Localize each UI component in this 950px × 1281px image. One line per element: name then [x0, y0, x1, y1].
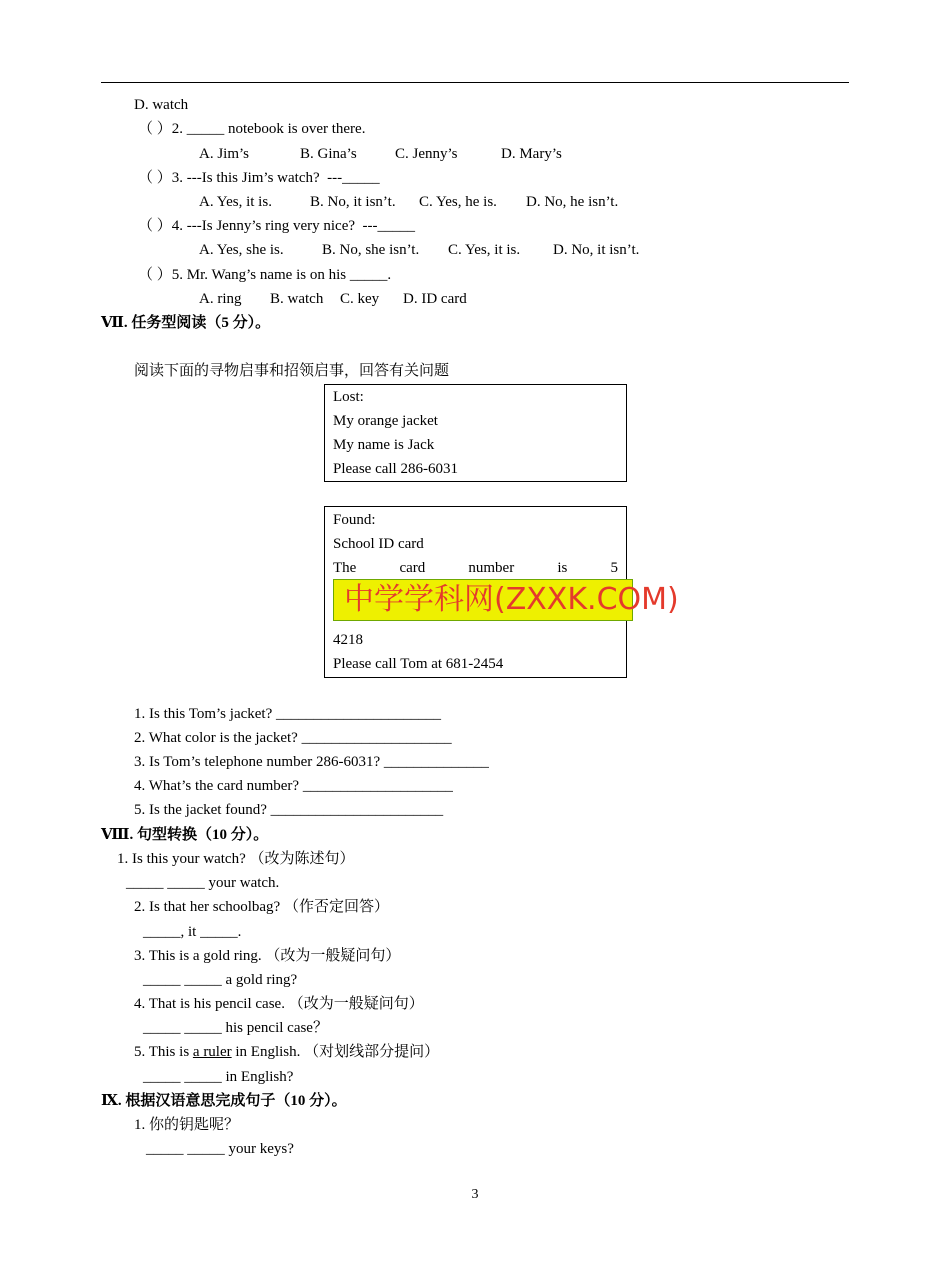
q2-stem: （ ）2. _____ notebook is over there.: [138, 121, 366, 137]
complete-a1: _____ _____ your keys?: [146, 1141, 294, 1157]
transform-a1: _____ _____ your watch.: [126, 875, 280, 891]
transform-q5-pre: 5. This is: [134, 1044, 193, 1060]
found-line-4: 4218: [333, 632, 363, 648]
transform-a3: _____ _____ a gold ring?: [143, 972, 298, 988]
q4-option-a: A. Yes, she is.: [199, 242, 284, 258]
transform-q4: 4. That is his pencil case. （改为一般疑问句）: [134, 996, 424, 1012]
q5-option-d: D. ID card: [403, 291, 467, 307]
q4-option-c: C. Yes, it is.: [448, 242, 521, 258]
q2-option-a: A. Jim’s: [199, 146, 250, 162]
q5-option-b: B. watch: [270, 291, 324, 307]
section7-instruction: 阅读下面的寻物启事和招领启事，回答有关问题: [134, 363, 450, 379]
found-word-number: number: [468, 560, 515, 576]
page-number: 3: [471, 1187, 479, 1202]
complete-q1: 1. 你的钥匙呢？: [134, 1117, 240, 1133]
q3-stem: （ ）3. ---Is this Jim’s watch? ---_____: [138, 170, 380, 186]
section8-heading: Ⅷ. 句型转换（10 分）。: [101, 827, 269, 843]
found-notice-box: [324, 506, 679, 678]
lost-line-2: My orange jacket: [333, 413, 438, 429]
lost-line-3: My name is Jack: [333, 437, 435, 453]
transform-a4: _____ _____ his pencil case？: [143, 1020, 328, 1036]
reading-question-1: 1. Is this Tom’s jacket? ______________________: [134, 706, 441, 722]
q1-option-d: D. watch: [134, 97, 189, 113]
lost-line-1: Lost:: [333, 389, 364, 405]
q3-option-b: B. No, it isn’t.: [310, 194, 396, 210]
q2-option-b: B. Gina’s: [300, 146, 357, 162]
lost-line-4: Please call 286-6031: [333, 461, 458, 477]
lost-notice-box: [324, 384, 627, 482]
reading-question-5: 5. Is the jacket found? _______________________: [134, 802, 444, 818]
q4-option-d: D. No, it isn’t.: [553, 242, 640, 258]
reading-question-3: 3. Is Tom’s telephone number 286-6031? ______________: [134, 754, 489, 770]
transform-q2: 2. Is that her schoolbag? （作否定回答）: [134, 899, 389, 915]
found-word-is: is: [557, 560, 568, 576]
q3-option-d: D. No, he isn’t.: [526, 194, 619, 210]
found-line-5: Please call Tom at 681-2454: [333, 656, 504, 672]
q3-option-c: C. Yes, he is.: [419, 194, 497, 210]
q4-option-b: B. No, she isn’t.: [322, 242, 420, 258]
transform-a2: _____, it _____.: [143, 924, 242, 940]
transform-q3: 3. This is a gold ring. （改为一般疑问句）: [134, 948, 401, 964]
q5-option-a: A. ring: [199, 291, 242, 307]
q2-option-d: D. Mary’s: [501, 146, 562, 162]
section9-heading: Ⅸ. 根据汉语意思完成句子（10 分）。: [101, 1093, 347, 1109]
transform-q1: 1. Is this your watch? （改为陈述句）: [117, 851, 355, 867]
q4-stem: （ ）4. ---Is Jenny’s ring very nice? ---_____: [138, 218, 416, 234]
header-rule: [101, 82, 849, 83]
transform-q5: [134, 1042, 439, 1062]
section7-heading: Ⅶ. 任务型阅读（5 分）。: [101, 315, 271, 331]
reading-question-2: 2. What color is the jacket? ____________________: [134, 730, 452, 746]
found-word-card: card: [399, 560, 426, 576]
q5-stem: （ ）5. Mr. Wang’s name is on his _____.: [138, 267, 392, 283]
transform-q5-underlined: a ruler: [192, 1044, 232, 1060]
found-word-5: 5: [610, 560, 618, 576]
q2-option-c: C. Jenny’s: [395, 146, 458, 162]
found-word-the: The: [333, 560, 357, 576]
found-line-2: School ID card: [333, 536, 424, 552]
found-line-1: Found:: [333, 512, 376, 528]
reading-question-4: 4. What’s the card number? ____________________: [134, 778, 453, 794]
watermark-banner: 中学学科网(ZXXK.COM): [333, 579, 633, 621]
transform-a5: _____ _____ in English?: [143, 1069, 294, 1085]
transform-q5-post: in English. （对划线部分提问）: [231, 1044, 440, 1060]
q5-option-c: C. key: [340, 291, 380, 307]
q3-option-a: A. Yes, it is.: [199, 194, 272, 210]
found-line-3: [333, 558, 626, 578]
